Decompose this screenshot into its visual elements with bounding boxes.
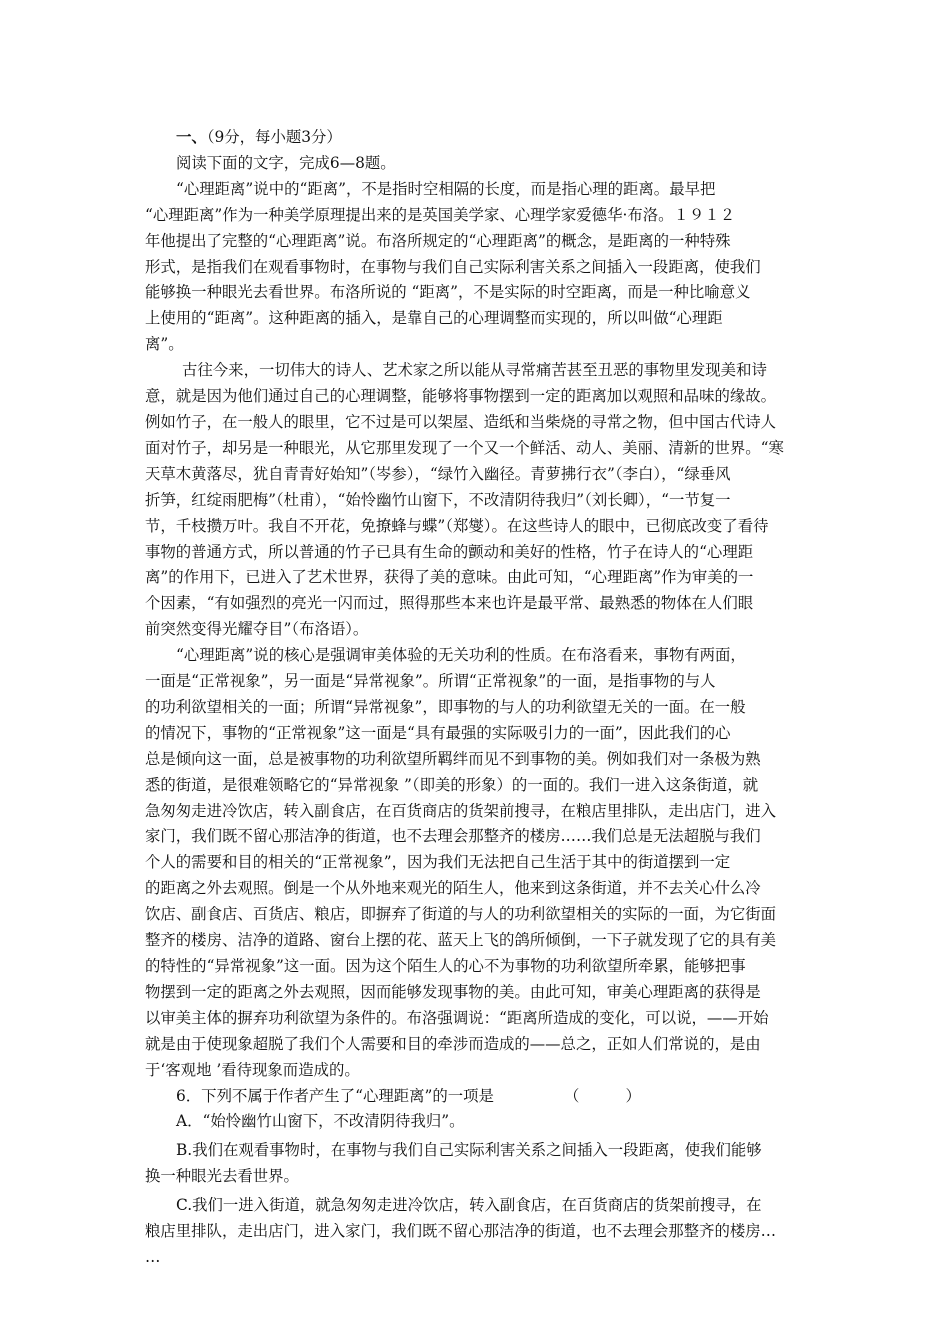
section-note: （9分，每小题3分） xyxy=(206,128,342,146)
text-line: 意，就是因为他们通过自己的心理调整，能够将事物摆到一定的距离加以观照和品味的缘故。 xyxy=(145,387,777,406)
text-line: 天草木黄落尽，犹自青青好始知”（岑参），“绿竹入幽径。青萝拂行衣”（李白），“绿垂风 xyxy=(145,464,731,483)
text-line: 年他提出了完整的“心理距离”说。布洛所规定的“心理距离”的概念，是距离的一种特殊 xyxy=(145,231,731,250)
text-line: 急匆匆走进冷饮店，转入副食店，在百货商店的货架前搜寻，在粮店里排队，走出店门，进入 xyxy=(145,801,777,820)
option-c: C.我们一进入街道，就急匆匆走进冷饮店，转入副食店，在百货商店的货架前搜寻，在 xyxy=(176,1196,762,1215)
text-line: 总是倾向这一面，总是被事物的功利欲望所羁绊而见不到事物的美。例如我们对一条极为熟 xyxy=(145,749,761,768)
option-c-cont: 粮店里排队，走出店门，进入家门，我们既不留心那洁净的街道，也不去理会那整齐的楼房… xyxy=(145,1222,777,1241)
text-line: 的特性的“异常视象”这一面。因为这个陌生人的心不为事物的功利欲望所牵累，能够把事 xyxy=(145,957,746,975)
text-line: 事物的普通方式，所以普通的竹子已具有生命的颤动和美好的性格，竹子在诗人的“心理距 xyxy=(145,542,754,561)
text-line: 个人的需要和目的相关的“正常视象”，因为我们无法把自己生活于其中的街道摆到一定 xyxy=(145,853,731,872)
text-line: 形式，是指我们在观看事物时，在事物与我们自己实际利害关系之间插入一段距离，使我们 xyxy=(145,257,761,276)
section-heading: 一、 xyxy=(176,128,207,146)
document-page xyxy=(145,125,810,1271)
paragraph-2 xyxy=(145,358,810,643)
text-line: 离”的作用下，已进入了艺术世界，获得了美的意味。由此可知，“心理距离”作为审美的一 xyxy=(145,568,754,587)
paragraph-3 xyxy=(145,643,810,1083)
text-line: “心理距离”作为一种美学原理提出来的是英国美学家、心理学家爱德华·布洛。１９１２ xyxy=(145,205,736,224)
option-a: A．“始怜幽竹山窗下，不改清阴待我归”。 xyxy=(176,1112,465,1131)
option-b-cont: 换一种眼光去看世界。 xyxy=(145,1167,299,1186)
option-c-cont: … xyxy=(145,1247,161,1266)
text-line: 上使用的“距离”。这种距离的插入，是靠自己的心理调整而实现的，所以叫做“心理距 xyxy=(145,309,723,328)
question-stem xyxy=(145,1084,810,1110)
text-line: 古往今来，一切伟大的诗人、艺术家之所以能从寻常痛苦甚至丑恶的事物里发现美和诗 xyxy=(182,361,767,380)
text-line: “心理距离”说的核心是强调审美体验的无关功利的性质。在布洛看来，事物有两面， xyxy=(176,646,746,665)
text-line: 于‘客观地 ’看待现象而造成的。 xyxy=(145,1060,360,1079)
paragraph-1 xyxy=(145,177,810,358)
text-line: 例如竹子，在一般人的眼里，它不过是可以架屋、造纸和当柴烧的寻常之物，但中国古代诗人 xyxy=(145,412,777,431)
text-line: 离”。 xyxy=(145,335,184,354)
text-line: 的距离之外去观照。倒是一个从外地来观光的陌生人，他来到这条街道，并不去关心什么冷 xyxy=(145,879,761,898)
text-line: 个因素，“有如强烈的亮光一闪而过，照得那些本来也许是最平常、最熟悉的物体在人们眼 xyxy=(145,594,754,613)
text-line: 面对竹子，却另是一种眼光，从它那里发现了一个又一个鲜活、动人、美丽、清新的世界。“寒 xyxy=(145,438,784,457)
option-b: B.我们在观看事物时，在事物与我们自己实际利害关系之间插入一段距离，使我们能够 xyxy=(176,1141,762,1160)
text-line: 节，千枝攒万叶。我自不开花，免撩蜂与蝶”（郑燮）。在这些诗人的眼中，已彻底改变了看待 xyxy=(145,516,769,535)
text-line: 的情况下，事物的“正常视象”这一面是“具有最强的实际吸引力的一面”，因此我们的心 xyxy=(145,723,731,742)
text-line: 家门，我们既不留心那洁净的街道，也不去理会那整齐的楼房……我们总是无法超脱与我们 xyxy=(145,827,761,846)
text-line: 以审美主体的摒弃功利欲望为条件的。布洛强调说：“距离所造成的变化，可以说，——开始 xyxy=(145,1008,769,1027)
text-line: “心理距离”说中的“距离”，不是指时空相隔的长度，而是指心理的距离。最早把 xyxy=(176,179,716,198)
text-line: 就是由于使现象超脱了我们个人需要和目的牵涉而造成的——总之，正如人们常说的，是由 xyxy=(145,1034,761,1053)
question-stem-text: 6．下列不属于作者产生了“心理距离”的一项是 xyxy=(176,1086,494,1105)
text-line: 整齐的楼房、洁净的道路、窗台上摆的花、蓝天上飞的鸽所倾倒，一下子就发现了它的具有美 xyxy=(145,931,777,950)
text-line: 悉的街道，是很难领略它的“异常视象 ”（即美的形象）的一面的。我们一进入这条街道，就 xyxy=(145,775,759,794)
text-line: 前突然变得光耀夺目”（布洛语）。 xyxy=(145,620,369,639)
question-6 xyxy=(145,1084,810,1271)
text-line: 物摆到一定的距离之外去观照，因而能够发现事物的美。由此可知，审美心理距离的获得是 xyxy=(145,982,761,1001)
instruction: 阅读下面的文字，完成6—8题。 xyxy=(176,153,396,172)
text-line: 折笋，红绽雨肥梅”（杜甫），“始怜幽竹山窗下，不改清阴待我归”（刘长卿），“一节复一 xyxy=(145,490,731,509)
answer-blank: （ ） xyxy=(563,1086,641,1105)
text-line: 饮店、副食店、百货店、粮店，即摒弃了街道的与人的功利欲望相关的实际的一面，为它街面 xyxy=(145,905,777,924)
text-line: 的功利欲望相关的一面；所谓“异常视象”，即事物的与人的功利欲望无关的一面。在一般 xyxy=(145,697,746,716)
section-header xyxy=(145,125,810,151)
text-line: 一面是“正常视象”，另一面是“异常视象”。所谓“正常视象”的一面，是指事物的与人 xyxy=(145,672,716,691)
text-line: 能够换一种眼光去看世界。布洛所说的 “距离”，不是实际的时空距离，而是一种比喻意义 xyxy=(145,283,751,302)
